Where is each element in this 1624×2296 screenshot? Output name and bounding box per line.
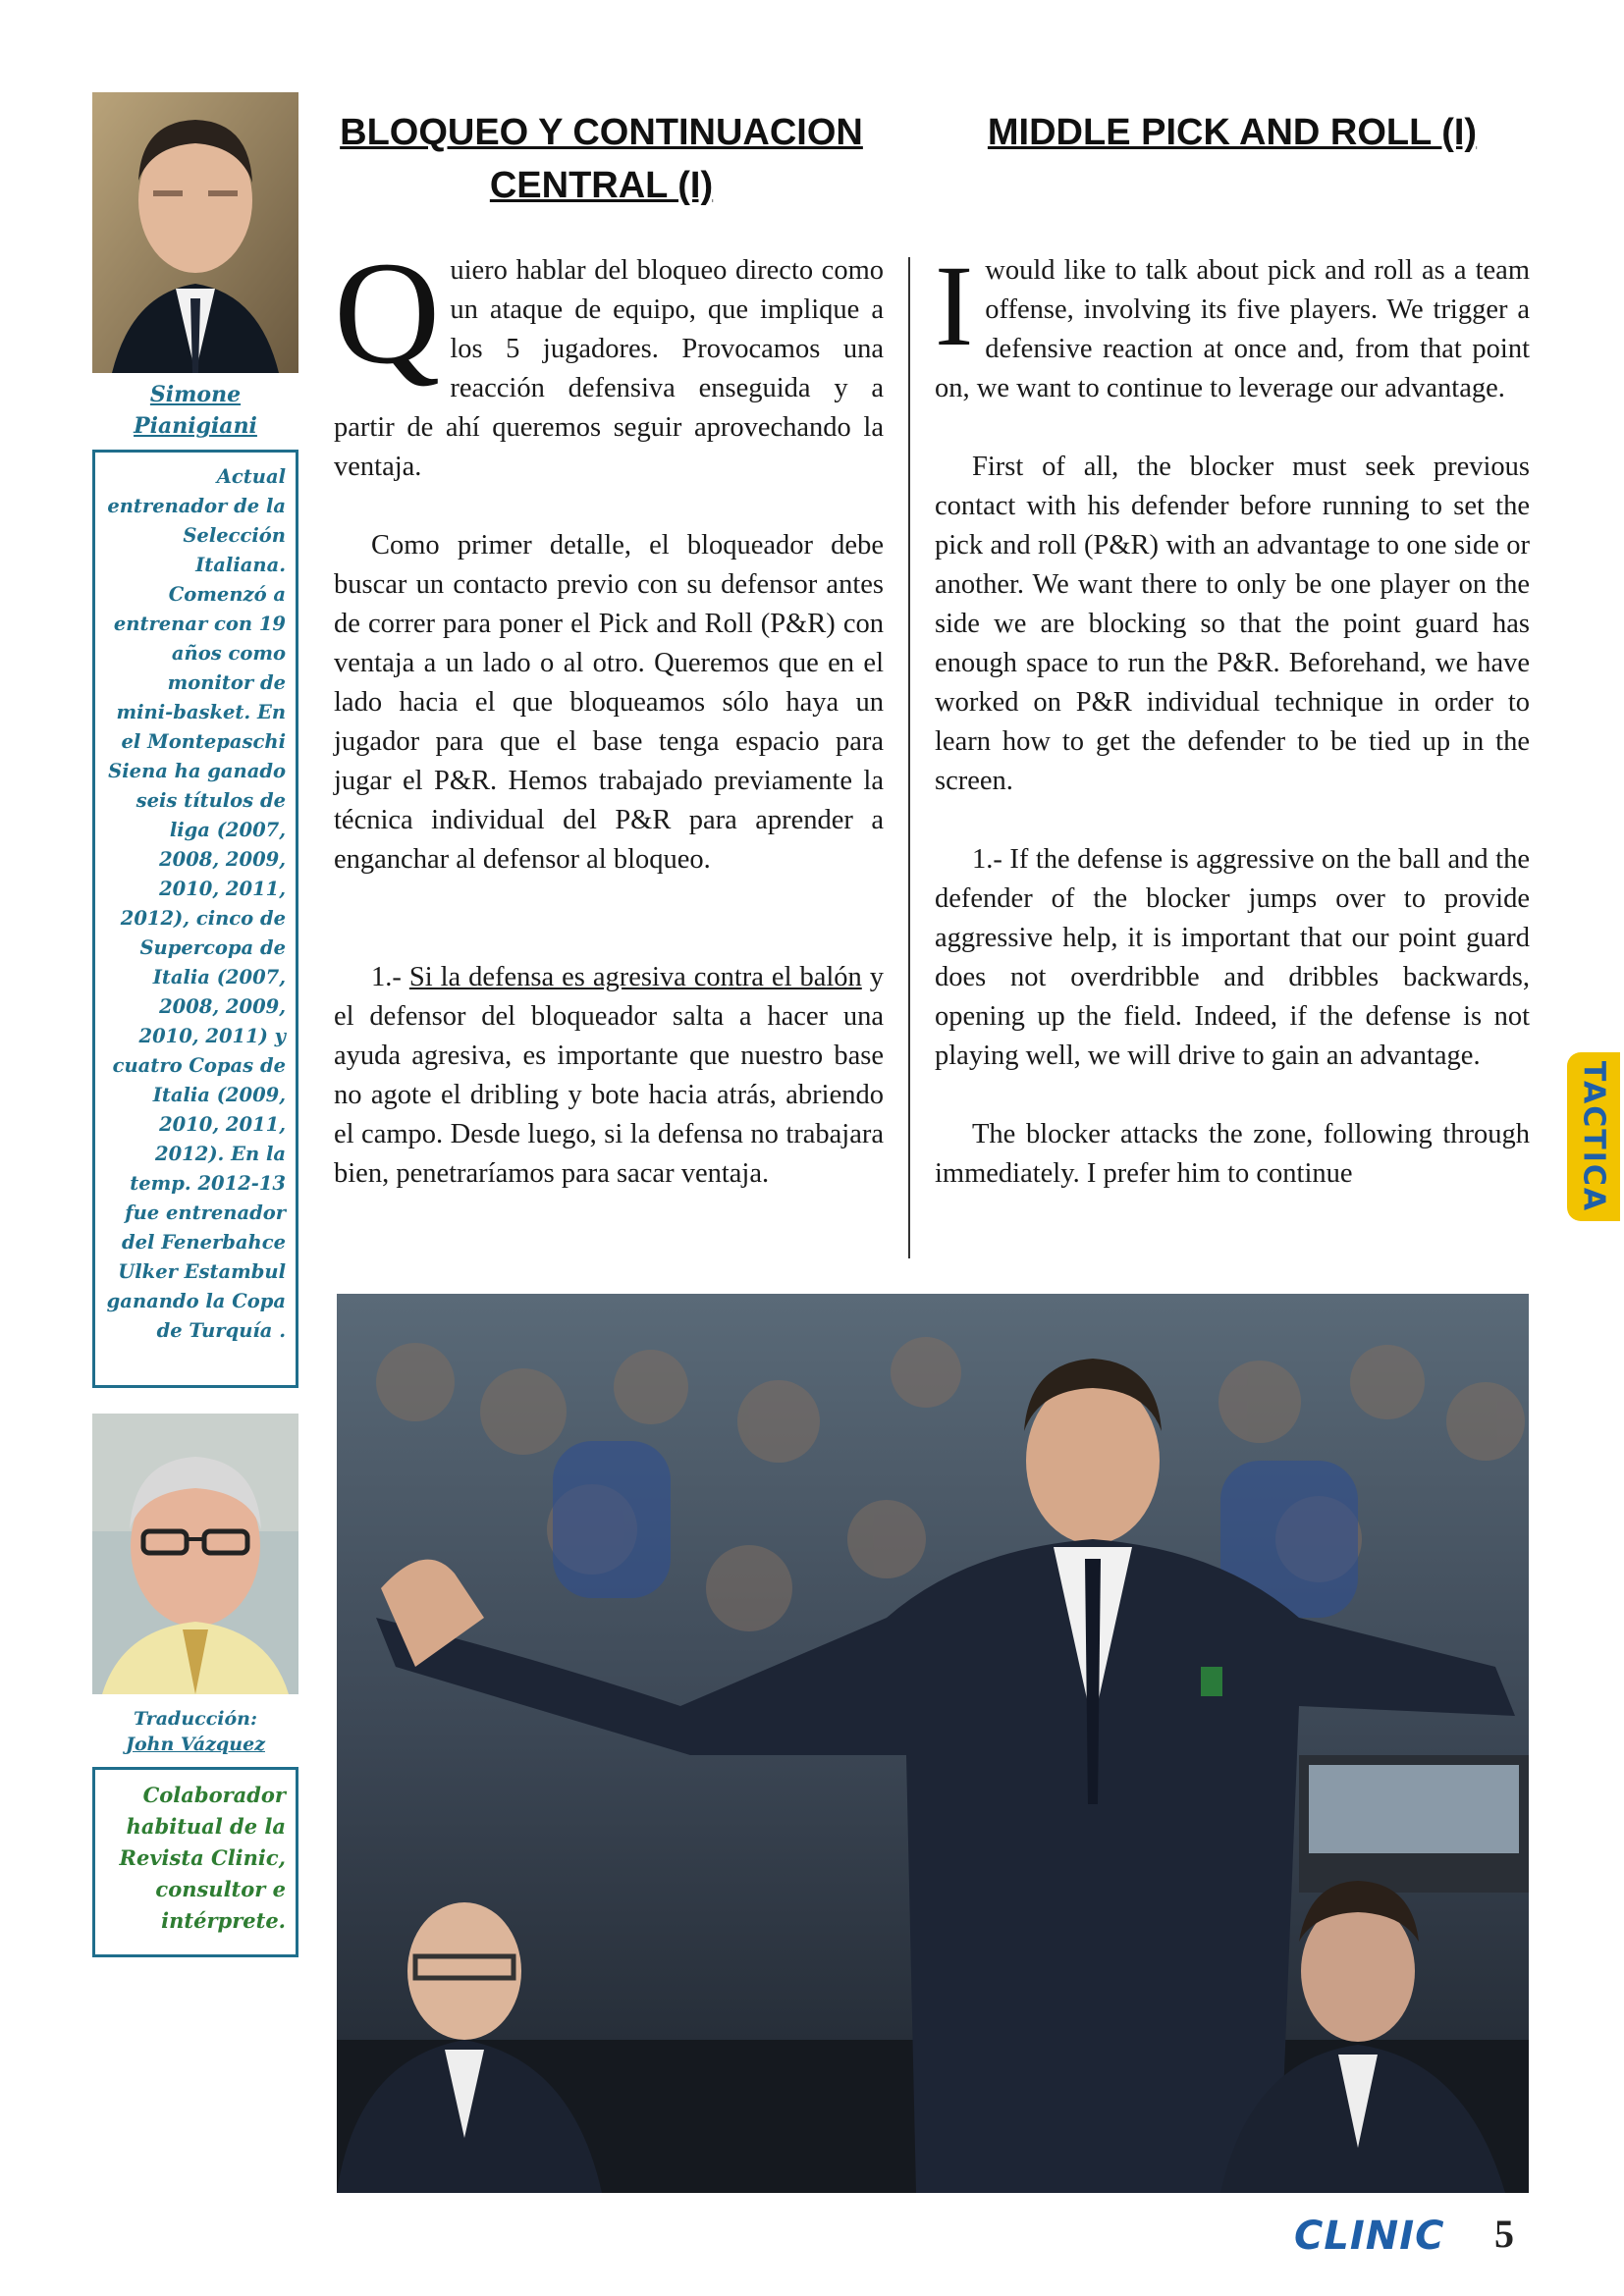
english-paragraph-1-text: would like to talk about pick and roll as a team offense, involving its five players. We trigger a defensive reaction at once and, from that point on, we want to continue to leverage our advantage. [935,255,1530,403]
english-paragraph-3: 1.- If the defense is aggressive on the ball and the defender of the blocker jumps over to provide aggressive help, it is important that our point guard does not overdribble and dribbles backwards, opening up the field. Indeed, if the defense is not playing well, we will drive to gain an advantage. [935,844,1530,1071]
spanish-column [334,232,884,1233]
translator-name: John Vázquez [126,1734,265,1755]
english-paragraph-4: The blocker attacks the zone, following through immediately. I prefer him to continue [935,1119,1530,1189]
translator-label: Traducción: [133,1708,258,1730]
spanish-heading: BLOQUEO Y CONTINUACION CENTRAL (I) [340,112,863,206]
spanish-paragraph-3-prefix: 1.- [371,962,409,992]
spanish-paragraph-3 [334,958,884,1194]
coach-photo [92,92,298,373]
english-paragraph-1 [935,241,1530,408]
spanish-paragraph-3-underlined: Si la defensa es agresiva contra el balón [408,962,862,992]
english-paragraph-2: First of all, the blocker must seek previous contact with his defender before running to set the pick and roll (P&R) with an advantage to one side or another. We want there to only be one player on the side we are blocking so that the point guard has enough space to run the P&R. Beforehand, we have worked on P&R individual technique in order to learn how to get the defender to be tied up in the screen. [935,452,1530,796]
coach-bio: Actual entrenador de la Selección Italiana. Comenzó a entrenar con 19 años como monitor de mini-basket. En el Montepaschi Siena ha ganado seis títulos de liga (2007, 2008, 2009, 2010, 2011, 2012), cinco de Supercopa de Italia (2007, 2008, 2009, 2010, 2011) y cuatro Copas de Italia (2009, 2010, 2011, 2012). En la temp. 2012-13 fue entrenador del Fenerbahce Ulker Estambul ganando la Copa de Turquía . [92,450,298,1388]
spanish-paragraph-1 [334,232,884,487]
english-dropcap: I [935,241,974,370]
spanish-paragraph-3-text: y el defensor del bloqueador salta a hacer una ayuda agresiva, es importante que nuestro base no agote el dribling y bote hacia atrás, abriendo el campo. Desde luego, si la defensa no trabajara bien, penetraríamos para sacar ventaja. [334,962,884,1189]
section-tab-label: TACTICA [1576,1060,1611,1213]
section-tab [1567,1052,1620,1221]
spanish-dropcap: Q [334,232,441,395]
english-column [935,241,1530,1194]
translator-bio: Colaborador habitual de la Revista Clinic, consultor e intérprete. [92,1767,298,1957]
english-heading: MIDDLE PICK AND ROLL (I) [987,112,1478,153]
coach-caption: Simone Pianigiani [134,382,257,439]
page-number: 5 [1494,2212,1514,2256]
coach-main-photo [337,1294,1529,2193]
column-divider [908,257,910,1258]
translator-photo [92,1414,298,1694]
spanish-paragraph-2: Como primer detalle, el bloqueador debe buscar un contacto previo con su defensor antes de correr para poner el Pick and Roll (P&R) con ventaja a un lado o al otro. Queremos que en el lado hacia el que bloqueamos sólo haya un jugador para que el base tenga espacio para jugar el P&R. Hemos trabajado previamente la técnica individual del P&R para aprender a enganchar al defensor al bloqueo. [334,530,884,875]
clinic-logo: CLINIC [1294,2214,1445,2259]
spanish-paragraph-1-text: uiero hablar del bloqueo directo como un ataque de equipo, que implique a los 5 jugadores. Provocamos una reacción defensiva enseguida y a partir de ahí queremos seguir aprovechando la ventaja. [334,255,884,482]
